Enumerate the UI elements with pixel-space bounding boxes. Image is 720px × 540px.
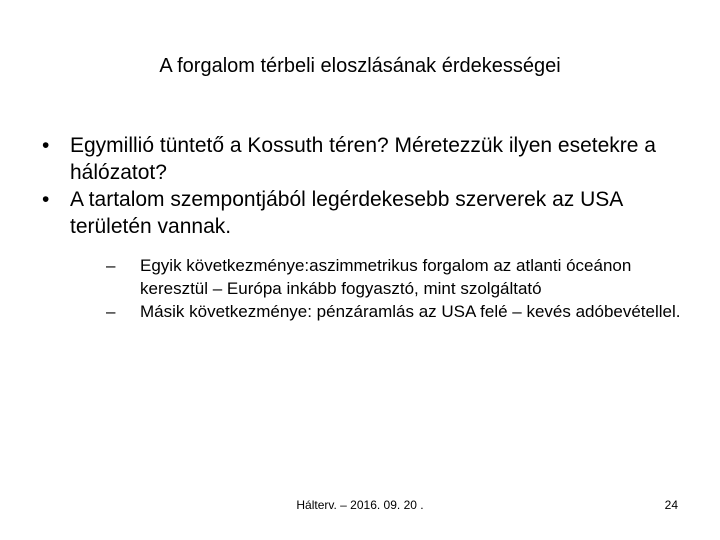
bullet-item: [36, 186, 681, 323]
slide-footer: Hálterv. – 2016. 09. 20 .: [296, 498, 424, 512]
bullet-text: A tartalom szempontjából legérdekesebb szerverek az USA területén vannak.: [70, 188, 623, 238]
bullet-text: Egymillió tüntető a Kossuth téren? Méretezzük ilyen esetekre a hálózatot?: [70, 134, 656, 184]
subbullet-item: [100, 254, 700, 300]
dash-marker: –: [106, 302, 116, 321]
bullet-item: [36, 132, 676, 186]
slide-title: A forgalom térbeli eloszlásának érdekességei: [159, 55, 561, 77]
bullet-marker: •: [42, 134, 50, 157]
subbullet-text: Másik következménye: pénzáramlás az USA felé – kevés adóbevétellel.: [140, 302, 681, 321]
subbullet-item: [100, 300, 700, 323]
subbullet-list: [100, 254, 700, 323]
dash-marker: –: [106, 256, 116, 275]
bullet-marker: •: [42, 188, 50, 211]
bullet-list: [36, 132, 681, 323]
page-number: 24: [664, 498, 678, 512]
subbullet-text: Egyik következménye:aszimmetrikus forgalom az atlanti óceánon keresztül – Európa inkább fogyasztó, mint szolgáltató: [140, 256, 632, 298]
